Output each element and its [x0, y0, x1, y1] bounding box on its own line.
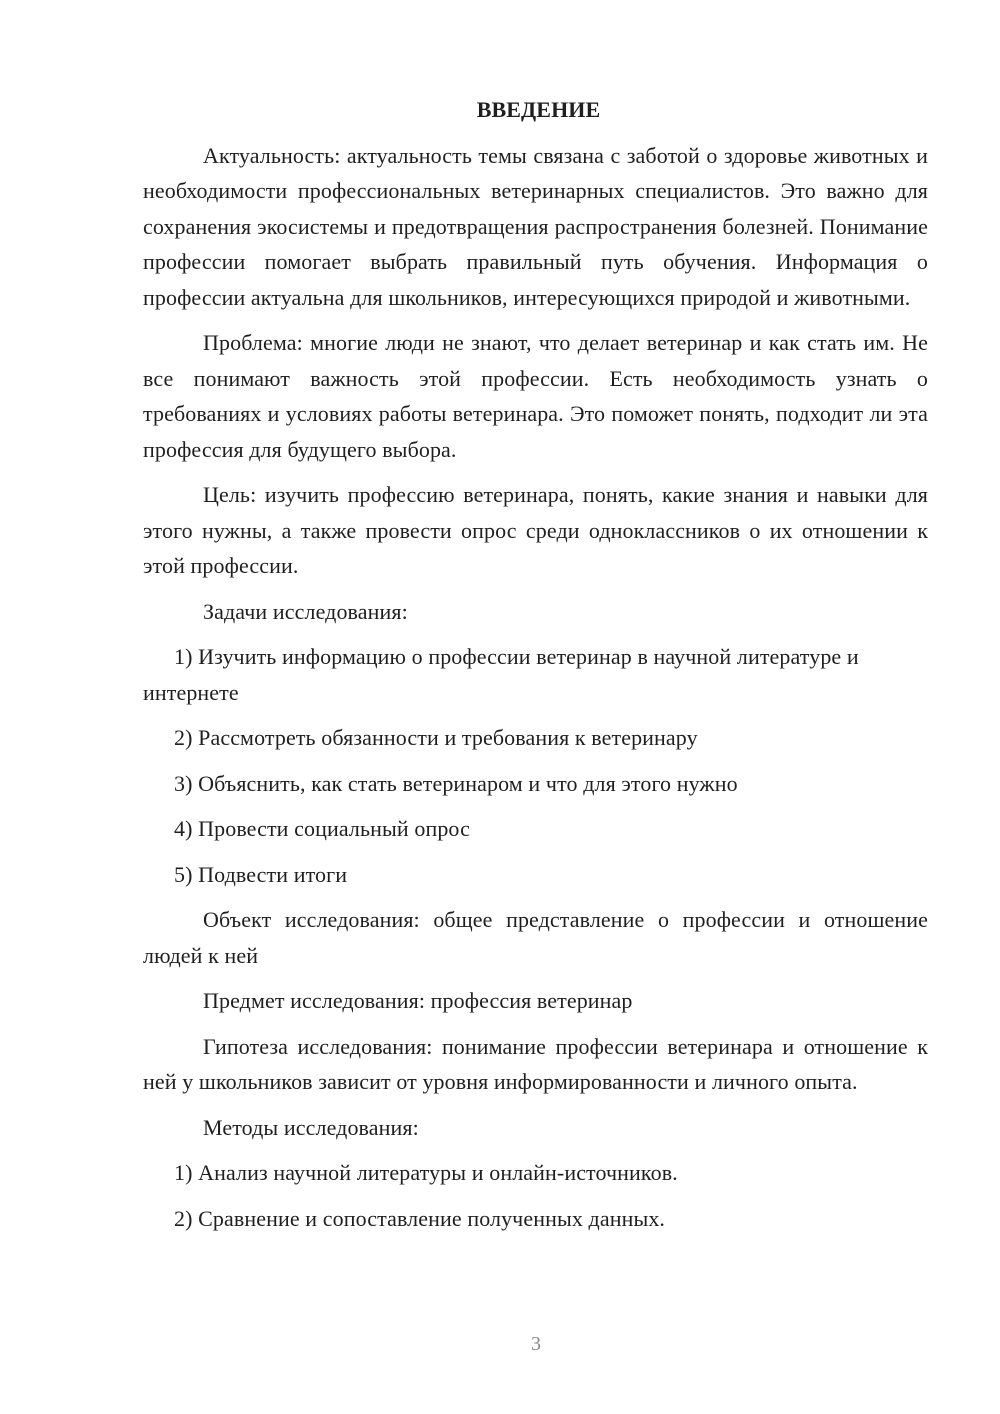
goal-paragraph: Цель: изучить профессию ветеринара, понять, какие знания и навыки для этого нужны, а также провести опрос среди одноклассников о их отношении к этой профессии.: [143, 482, 928, 578]
document-page: [143, 92, 928, 1246]
subject-paragraph: Предмет исследования: профессия ветеринар: [203, 988, 633, 1013]
task-item-2: 2) Рассмотреть обязанности и требования к ветеринару: [174, 725, 698, 750]
methods-heading: Методы исследования:: [203, 1114, 419, 1140]
method-item-1: 1) Анализ научной литературы и онлайн-источников.: [174, 1160, 678, 1185]
task-item-1: 1) Изучить информацию о профессии ветеринар в научной литературе и интернете: [143, 644, 859, 705]
object-paragraph: Объект исследования: общее представление о профессии и отношение людей к ней: [143, 907, 928, 968]
page-title: ВВЕДЕНИЕ: [476, 97, 601, 122]
tasks-heading: Задачи исследования:: [203, 598, 408, 624]
page-number: 3: [531, 1333, 541, 1355]
relevance-paragraph: Актуальность: актуальность темы связана с заботой о здоровье животных и необходимости профессиональных ветеринарных специалистов. Это важно для сохранения экосистемы и предотвращения распространения болезней. Понимание профессии помогает выбрать правильный путь обучения. Информация о профессии актуальна для школьников, интересующихся природой и животными.: [143, 142, 928, 310]
method-item-2: 2) Сравнение и сопоставление полученных данных.: [174, 1205, 666, 1231]
task-item-5: 5) Подвести итоги: [174, 861, 348, 887]
problem-paragraph: Проблема: многие люди не знают, что делает ветеринар и как стать им. Не все понимают важность этой профессии. Есть необходимость узнать о требованиях и условиях работы ветеринара. Это поможет понять, подходит ли эта профессия для будущего выбора.: [143, 330, 928, 462]
task-item-3: 3) Объяснить, как стать ветеринаром и что для этого нужно: [174, 770, 738, 796]
task-item-4: 4) Провести социальный опрос: [174, 816, 470, 841]
hypothesis-paragraph: Гипотеза исследования: понимание профессии ветеринара и отношение к ней у школьников зависит от уровня информированности и личного опыта.: [143, 1033, 928, 1094]
